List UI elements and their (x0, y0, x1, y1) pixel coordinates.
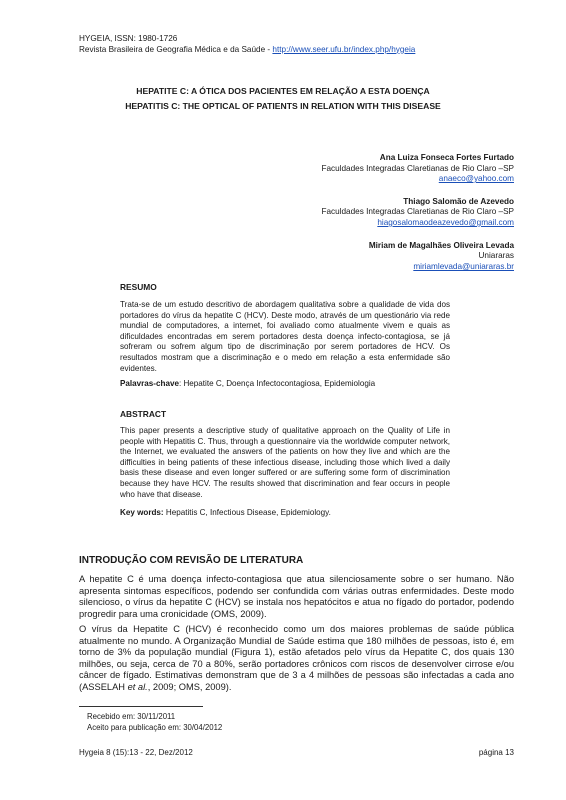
journal-issn: HYGEIA, ISSN: 1980-1726 (79, 34, 178, 43)
resumo-heading: RESUMO (120, 282, 157, 292)
resumo-keywords (120, 379, 375, 388)
journal-link[interactable]: http://www.seer.ufu.br/index.php/hygeia (272, 44, 416, 54)
author-2 (321, 197, 514, 229)
author-3 (321, 241, 514, 273)
journal-name: Revista Brasileira de Geografia Médica e da Saúde - (79, 44, 273, 54)
footnote-received: Recebido em: 30/11/2011 (87, 712, 176, 721)
page-footer (79, 748, 514, 757)
intro-paragraph-2-end: , 2009; OMS, 2009). (147, 681, 232, 692)
footnote-separator (79, 706, 203, 707)
author-affiliation: Faculdades Integradas Claretianas de Rio Claro –SP (321, 207, 514, 217)
author-name: Thiago Salomão de Azevedo (403, 196, 514, 206)
author-email[interactable]: hiagosalomaodeazevedo@gmail.com (377, 217, 514, 227)
keywords-label: Key words: (120, 508, 164, 517)
page-number: página 13 (478, 748, 514, 757)
journal-header (79, 34, 415, 55)
author-name: Miriam de Magalhães Oliveira Levada (368, 240, 514, 250)
author-list (321, 153, 514, 284)
intro-paragraph-2-italic: et al. (127, 681, 148, 692)
keywords-text: : Hepatite C, Doença Infectocontagiosa, Epidemiologia (178, 379, 376, 388)
abstract-body: This paper presents a descriptive study of qualitative approach on the Quality of Life in people with Hepatitis C. Thus, through a questionnaire via the worldwide computer network, the Internet, we evaluated the answers of the patients on how they live and which are the difficulties in being patients of these infectious disease, including those which lived a daily basis these disease and even longer suffered or are suffering some form of discrimination because they have HCV. The results showed that discrimination and fear occurs in people who have that disease. (120, 426, 450, 499)
intro-paragraph-2-text: O vírus da Hepatite C (HCV) é reconhecido como um dos maiores problemas de saúde pública atualmente no mundo. A Organização Mundial de Saúde estima que 180 milhões de pessoas, isto é, em torno de 3% da população mundial (Figura 1), estão afetados pelo vírus da Hepatite C, dos quais 130 milhões, ou seja, cerca de 70 a 80%, serão portadores crônicos com riscos de desenvolver cirrose e/ou câncer de fígado. Estimativas demonstram que de 3 a 4 milhões de pessoas são infectadas a cada ano (ASSELAH (79, 624, 514, 692)
intro-paragraph-1: A hepatite C é uma doença infecto-contagiosa que atua silenciosamente sobre o ser humano. Não apresenta sintomas específicos, podendo ser confundida com várias outras enfermidades. Deste modo silencioso, o vírus da hepatite C (HCV) se instala nos hepatócitos e atua no fígado do portador, podendo progredir para uma cronicidade (OMS, 2009). (79, 574, 514, 619)
footnote-accepted: Aceito para publicação em: 30/04/2012 (87, 723, 223, 732)
journal-subtitle (79, 45, 415, 56)
resumo-body: Trata-se de um estudo descritivo de abordagem qualitativa sobre a qualidade de vida dos portadores do vírus da hepatite C (HCV). Deste modo, através de um questionário via rede mundial de computadores, a internet, foi avaliado como atualmente vivem e quais as dificuldades encontradas em serem portadores desta doença infecto-contagiosa, se já sofreram ou sofrem algum tipo de discriminação por serem portadores de HCV. Os resultados mostram que a discriminação e o medo em relação a esta enfermidade são evidentes. (120, 300, 450, 373)
author-affiliation: Faculdades Integradas Claretianas de Rio Claro –SP (321, 163, 514, 173)
author-1 (321, 153, 514, 185)
abstract-keywords (120, 508, 331, 517)
author-email[interactable]: miriamlevada@uniararas.br (413, 261, 514, 271)
author-email[interactable]: anaeco@yahoo.com (438, 174, 514, 184)
author-name: Ana Luiza Fonseca Fortes Furtado (379, 153, 514, 162)
keywords-label: Palavras-chave (120, 379, 179, 388)
intro-heading: INTRODUÇÃO COM REVISÃO DE LITERATURA (79, 555, 304, 566)
title-portuguese: HEPATITE C: A ÓTICA DOS PACIENTES EM RELAÇÃO A ESTA DOENÇA (136, 86, 430, 96)
keywords-text: Hepatitis C, Infectious Disease, Epidemiology. (163, 508, 331, 517)
abstract-heading: ABSTRACT (120, 409, 167, 419)
footer-citation: Hygeia 8 (15):13 - 22, Dez/2012 (79, 748, 193, 757)
author-affiliation: Uniararas (478, 251, 514, 261)
intro-paragraph-2 (79, 624, 514, 694)
title-english: HEPATITIS C: THE OPTICAL OF PATIENTS IN RELATION WITH THIS DISEASE (125, 101, 441, 111)
